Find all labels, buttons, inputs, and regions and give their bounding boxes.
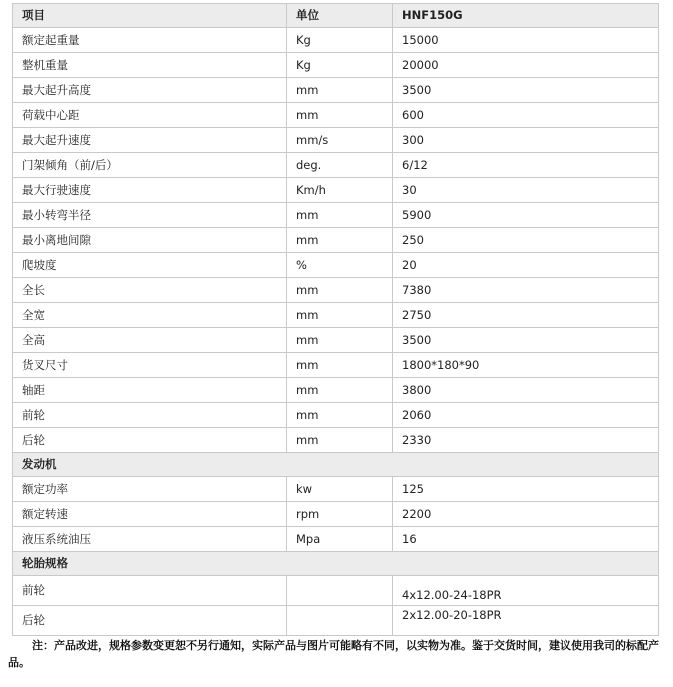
spec-table bbox=[12, 3, 659, 636]
row-value: 250 bbox=[393, 228, 659, 253]
disclaimer-note: 注：产品改进，规格参数变更恕不另行通知，实际产品与图片可能略有不同，以实物为准。鉴于交货时间，建议使用我司的标配产品。 bbox=[8, 639, 659, 669]
row-unit: mm bbox=[287, 328, 393, 353]
row-item: 后轮 bbox=[13, 606, 287, 636]
table-row bbox=[13, 576, 659, 606]
row-value: 2060 bbox=[393, 403, 659, 428]
section-title-engine: 发动机 bbox=[13, 453, 659, 477]
row-value: 125 bbox=[393, 477, 659, 502]
row-unit: Km/h bbox=[287, 178, 393, 203]
row-unit: kw bbox=[287, 477, 393, 502]
table-row bbox=[13, 228, 659, 253]
row-unit: mm/s bbox=[287, 128, 393, 153]
table-row bbox=[13, 428, 659, 453]
row-item: 整机重量 bbox=[13, 53, 287, 78]
table-row bbox=[13, 353, 659, 378]
row-item: 最大起升速度 bbox=[13, 128, 287, 153]
row-unit: mm bbox=[287, 78, 393, 103]
row-unit: deg. bbox=[287, 153, 393, 178]
row-value: 15000 bbox=[393, 28, 659, 53]
row-item: 全宽 bbox=[13, 303, 287, 328]
row-item: 前轮 bbox=[13, 576, 287, 606]
table-row bbox=[13, 278, 659, 303]
row-item: 最小转弯半径 bbox=[13, 203, 287, 228]
table-header-row bbox=[13, 4, 659, 28]
row-unit: mm bbox=[287, 353, 393, 378]
row-value: 2200 bbox=[393, 502, 659, 527]
row-value: 6/12 bbox=[393, 153, 659, 178]
row-value: 16 bbox=[393, 527, 659, 552]
table-row bbox=[13, 103, 659, 128]
row-unit: rpm bbox=[287, 502, 393, 527]
row-value: 5900 bbox=[393, 203, 659, 228]
header-unit: 单位 bbox=[287, 4, 393, 28]
row-unit: mm bbox=[287, 428, 393, 453]
header-model: HNF150G bbox=[393, 4, 659, 28]
table-row bbox=[13, 303, 659, 328]
row-item: 最大行驶速度 bbox=[13, 178, 287, 203]
row-unit: mm bbox=[287, 203, 393, 228]
row-item: 后轮 bbox=[13, 428, 287, 453]
row-unit: Kg bbox=[287, 28, 393, 53]
table-row bbox=[13, 178, 659, 203]
row-item: 额定起重量 bbox=[13, 28, 287, 53]
section-row-engine bbox=[13, 453, 659, 477]
row-value: 7380 bbox=[393, 278, 659, 303]
row-value: 2330 bbox=[393, 428, 659, 453]
row-item: 货叉尺寸 bbox=[13, 353, 287, 378]
table-row bbox=[13, 78, 659, 103]
row-item: 全高 bbox=[13, 328, 287, 353]
row-value: 3800 bbox=[393, 378, 659, 403]
table-row bbox=[13, 128, 659, 153]
row-value: 30 bbox=[393, 178, 659, 203]
row-item: 最小离地间隙 bbox=[13, 228, 287, 253]
table-row bbox=[13, 53, 659, 78]
table-row bbox=[13, 606, 659, 636]
row-unit: mm bbox=[287, 278, 393, 303]
row-item: 轴距 bbox=[13, 378, 287, 403]
row-item: 最大起升高度 bbox=[13, 78, 287, 103]
row-value: 3500 bbox=[393, 328, 659, 353]
table-row bbox=[13, 403, 659, 428]
row-value: 300 bbox=[393, 128, 659, 153]
table-row bbox=[13, 153, 659, 178]
row-value: 2x12.00-20-18PR bbox=[393, 606, 659, 636]
row-item: 门架倾角（前/后） bbox=[13, 153, 287, 178]
row-unit: mm bbox=[287, 303, 393, 328]
row-unit: % bbox=[287, 253, 393, 278]
row-item: 爬坡度 bbox=[13, 253, 287, 278]
row-item: 额定功率 bbox=[13, 477, 287, 502]
section-title-tires: 轮胎规格 bbox=[13, 552, 659, 576]
row-unit bbox=[287, 576, 393, 606]
row-item: 液压系统油压 bbox=[13, 527, 287, 552]
table-row bbox=[13, 477, 659, 502]
row-unit: mm bbox=[287, 403, 393, 428]
table-row bbox=[13, 28, 659, 53]
row-unit: Mpa bbox=[287, 527, 393, 552]
row-unit: Kg bbox=[287, 53, 393, 78]
row-unit bbox=[287, 606, 393, 636]
row-value: 2750 bbox=[393, 303, 659, 328]
table-row bbox=[13, 253, 659, 278]
section-row-tires bbox=[13, 552, 659, 576]
table-row bbox=[13, 527, 659, 552]
row-unit: mm bbox=[287, 103, 393, 128]
row-value: 4x12.00-24-18PR bbox=[393, 576, 659, 606]
row-item: 全长 bbox=[13, 278, 287, 303]
table-row bbox=[13, 328, 659, 353]
row-value: 3500 bbox=[393, 78, 659, 103]
table-row bbox=[13, 203, 659, 228]
row-value: 20000 bbox=[393, 53, 659, 78]
row-unit: mm bbox=[287, 378, 393, 403]
row-item: 额定转速 bbox=[13, 502, 287, 527]
row-item: 荷载中心距 bbox=[13, 103, 287, 128]
table-row bbox=[13, 378, 659, 403]
row-value: 600 bbox=[393, 103, 659, 128]
row-value: 20 bbox=[393, 253, 659, 278]
row-value: 1800*180*90 bbox=[393, 353, 659, 378]
table-row bbox=[13, 502, 659, 527]
header-item: 项目 bbox=[13, 4, 287, 28]
row-item: 前轮 bbox=[13, 403, 287, 428]
row-unit: mm bbox=[287, 228, 393, 253]
